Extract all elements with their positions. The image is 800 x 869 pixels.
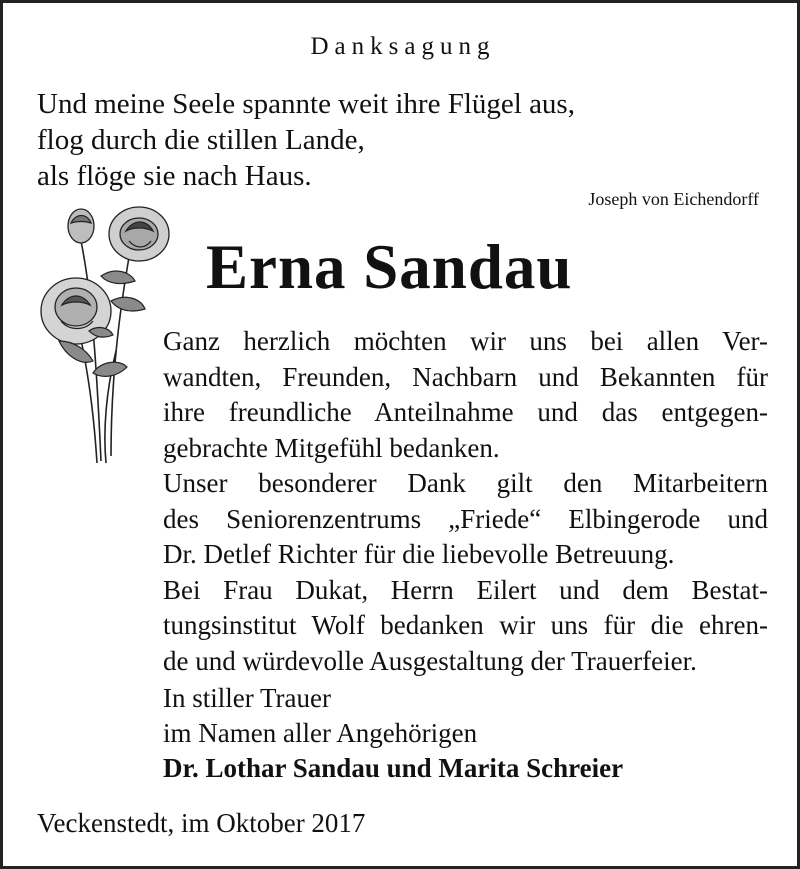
signoff-line: im Namen aller Angehörigen [163,718,478,748]
body-line: Unser besonderer Dank gilt den Mitarbeitern [163,468,768,498]
signoff-line: In stiller Trauer [163,683,331,713]
body-line: Bei Frau Dukat, Herrn Eilert und dem Bestat- [163,574,768,605]
poem-quote [37,86,575,194]
deceased-name: Erna Sandau [206,232,573,302]
body-line: gebrachte Mitgefühl bedanken. [163,432,500,463]
place-date: Veckenstedt, im Oktober 2017 [37,808,366,838]
body-line: de und würdevolle Ausgestaltung der Trauerfeier. [163,645,697,676]
body-line: ihre freundliche Anteilnahme und das entgegen- [163,397,768,427]
body-line: Ganz herzlich möchten wir uns bei allen Ver- [163,326,768,356]
body-line: des Seniorenzentrums „Friede“ Elbingerode und [163,503,768,534]
roses-illustration-icon [31,201,171,471]
body-line: Dr. Detlef Richter für die liebevolle Betreuung. [163,539,675,569]
signoff-names: Dr. Lothar Sandau und Marita Schreier [163,753,624,783]
poem-author: Joseph von Eichendorff [588,189,759,209]
poem-line: Und meine Seele spannte weit ihre Flügel aus, [37,88,575,120]
notice-heading: Danksagung [310,33,496,60]
body-line: tungsinstitut Wolf bedanken wir uns für die ehren- [163,610,768,640]
signoff-block [163,681,623,786]
thank-you-text [163,324,768,679]
poem-line: flog durch die stillen Lande, [37,124,365,156]
poem-line: als flöge sie nach Haus. [37,160,312,192]
body-line: wandten, Freunden, Nachbarn und Bekannten für [163,361,768,392]
